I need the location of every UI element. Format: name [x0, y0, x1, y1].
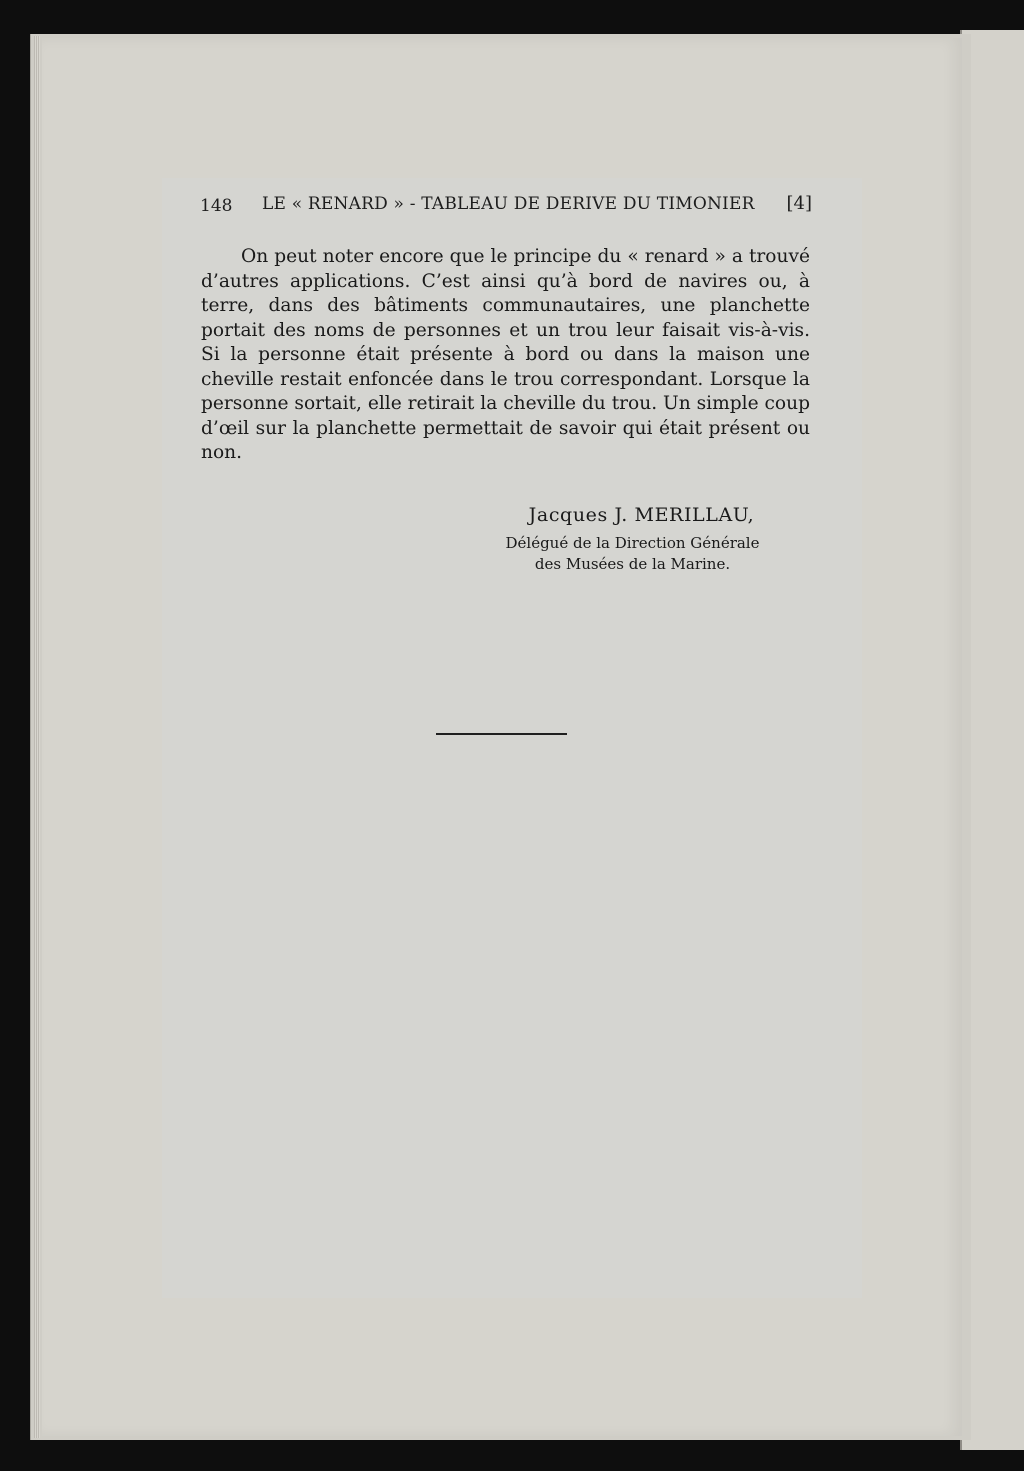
author-role	[470, 533, 795, 575]
author-role-line-2: des Musées de la Marine.	[534, 555, 731, 573]
running-title: LE « RENARD » - TABLEAU DE DERIVE DU TIMONIER	[262, 194, 755, 214]
author-name: Jacques J. MERILLAU,	[528, 504, 755, 526]
section-number: [4]	[786, 193, 812, 214]
running-head	[200, 192, 812, 218]
body-paragraph: On peut noter encore que le principe du « renard » a trouvé d’autres applications. C’est ainsi qu’à bord de navires ou, à terre, dans des bâtiments communautaires, une planchette portait des noms de personnes et un trou leur faisait vis-à-vis. Si la personne était présente à bord ou dans la maison une cheville restait enfoncée dans le trou correspondant. Lorsque la personne sortait, elle retirait la cheville du trou. Un simple coup d’œil sur la planchette permettait de savoir qui était présent ou non.	[201, 246, 810, 463]
signature-block	[470, 504, 795, 575]
author-role-line-1: Délégué de la Direction Générale	[505, 534, 760, 552]
end-rule	[436, 733, 567, 735]
page-number: 148	[200, 196, 233, 216]
